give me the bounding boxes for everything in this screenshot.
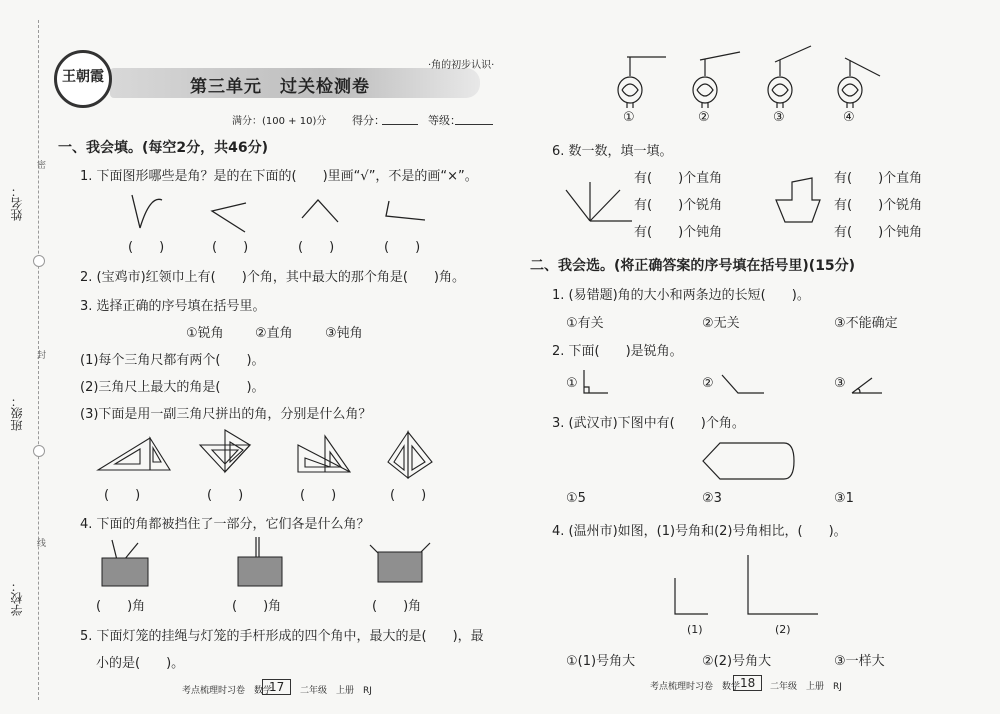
option[interactable]: ③一样大 <box>834 654 885 669</box>
question: (3)下面是用一副三角尺拼出的角，分别是什么角？ <box>80 407 372 422</box>
question: 2. (宝鸡市)红领巾上有( )个角，其中最大的那个角是( )角。 <box>80 270 465 285</box>
option: ②直角 <box>255 326 293 341</box>
option[interactable]: ③不能确定 <box>834 316 898 331</box>
section-title: 一、我会填。(每空2分，共46分) <box>58 140 269 156</box>
question: 1. 下面图形哪些是角？是的在下面的( )里画“√”，不是的画“×”。 <box>80 169 478 184</box>
answer-blank[interactable]: ( ) <box>300 488 337 503</box>
option[interactable]: ② <box>702 376 714 391</box>
covered-angle-1 <box>102 540 148 586</box>
count-row[interactable]: 有( )个钝角 <box>834 225 923 240</box>
question: (2)三角尺上最大的角是( )。 <box>80 380 265 395</box>
answer-blank[interactable]: ( ) <box>212 240 249 255</box>
answer-blank[interactable]: ( ) <box>384 240 421 255</box>
section-title: 二、我会选。(将正确答案的序号填在括号里)(15分) <box>530 258 856 274</box>
question: 3. (武汉市)下图中有( )个角。 <box>552 416 745 431</box>
grade-label: 等级： <box>428 114 461 127</box>
question: 2. 下面( )是锐角。 <box>552 344 683 359</box>
brand-logo-text: 王朝霞 <box>62 69 104 85</box>
answer-blank[interactable]: ( ) <box>298 240 335 255</box>
right-page <box>500 0 1000 714</box>
lantern-label: ③ <box>773 110 785 125</box>
answer-blank[interactable]: ( )角 <box>232 599 282 614</box>
score-full: 满分：(100 + 10)分 <box>232 116 327 127</box>
answer-blank[interactable]: ( )角 <box>372 599 422 614</box>
option[interactable]: ① <box>566 376 578 391</box>
figure-label: (1) <box>687 623 703 636</box>
figure-label: (2) <box>775 623 791 636</box>
footer-text: 考点梳理时习卷 数学 <box>182 686 273 696</box>
page-title: 第三单元 过关检测卷 <box>190 77 370 97</box>
footer-text: 二年级 上册 RJ <box>300 686 372 696</box>
count-row[interactable]: 有( )个直角 <box>634 171 723 186</box>
lantern-label: ① <box>623 110 635 125</box>
count-row[interactable]: 有( )个锐角 <box>634 198 723 213</box>
option[interactable]: ②(2)号角大 <box>702 654 772 669</box>
c4-angle-figures <box>500 0 1000 714</box>
question: (1)每个三角尺都有两个( )。 <box>80 353 265 368</box>
count-row[interactable]: 有( )个锐角 <box>834 198 923 213</box>
footer-text: 考点梳理时习卷 数学 <box>650 682 741 692</box>
count-row[interactable]: 有( )个直角 <box>834 171 923 186</box>
option[interactable]: ②3 <box>702 491 722 506</box>
class-label: 班级： <box>10 395 24 431</box>
lantern-label: ② <box>698 110 710 125</box>
score-label: 得分： <box>352 114 385 127</box>
name-label: 姓名： <box>10 185 24 221</box>
option[interactable]: ①有关 <box>566 316 604 331</box>
answer-blank[interactable]: ( ) <box>207 488 244 503</box>
question: 5. 下面灯笼的挂绳与灯笼的手杆形成的四个角中，最大的是( )，最 <box>80 629 484 644</box>
question: 小的是( )。 <box>96 656 185 671</box>
answer-blank[interactable]: ( )角 <box>96 599 146 614</box>
covered-angle-2 <box>238 537 282 586</box>
seal-mark: 线 <box>35 538 45 547</box>
covered-angle-3 <box>370 543 430 582</box>
question: 4. (温州市)如图，(1)号角和(2)号角相比，( )。 <box>552 524 847 539</box>
seal-mark: 封 <box>35 350 45 359</box>
question: 4. 下面的角都被挡住了一部分，它们各是什么角？ <box>80 517 370 532</box>
option[interactable]: ③ <box>834 376 846 391</box>
count-row[interactable]: 有( )个钝角 <box>634 225 723 240</box>
option: ③钝角 <box>325 326 363 341</box>
page-number: 18 <box>733 675 762 691</box>
seal-mark: 密 <box>35 160 45 169</box>
option[interactable]: ①5 <box>566 491 586 506</box>
question: 3. 选择正确的序号填在括号里。 <box>80 299 266 314</box>
small-right-angle <box>675 578 708 614</box>
footer-text: 二年级 上册 RJ <box>770 682 842 692</box>
answer-blank[interactable]: ( ) <box>390 488 427 503</box>
option[interactable]: ②无关 <box>702 316 740 331</box>
lantern-label: ④ <box>843 110 855 125</box>
answer-blank[interactable]: ( ) <box>104 488 141 503</box>
question: 1. (易错题)角的大小和两条边的长短( )。 <box>552 288 810 303</box>
topic-tag: ·角的初步认识· <box>428 60 495 71</box>
page-number: 17 <box>262 679 291 695</box>
option[interactable]: ③1 <box>834 491 854 506</box>
school-label: 学校： <box>10 580 24 616</box>
option: ①锐角 <box>186 326 224 341</box>
large-right-angle <box>748 555 818 614</box>
option[interactable]: ①(1)号角大 <box>566 654 636 669</box>
answer-blank[interactable]: ( ) <box>128 240 165 255</box>
question: 6. 数一数，填一填。 <box>552 144 673 159</box>
